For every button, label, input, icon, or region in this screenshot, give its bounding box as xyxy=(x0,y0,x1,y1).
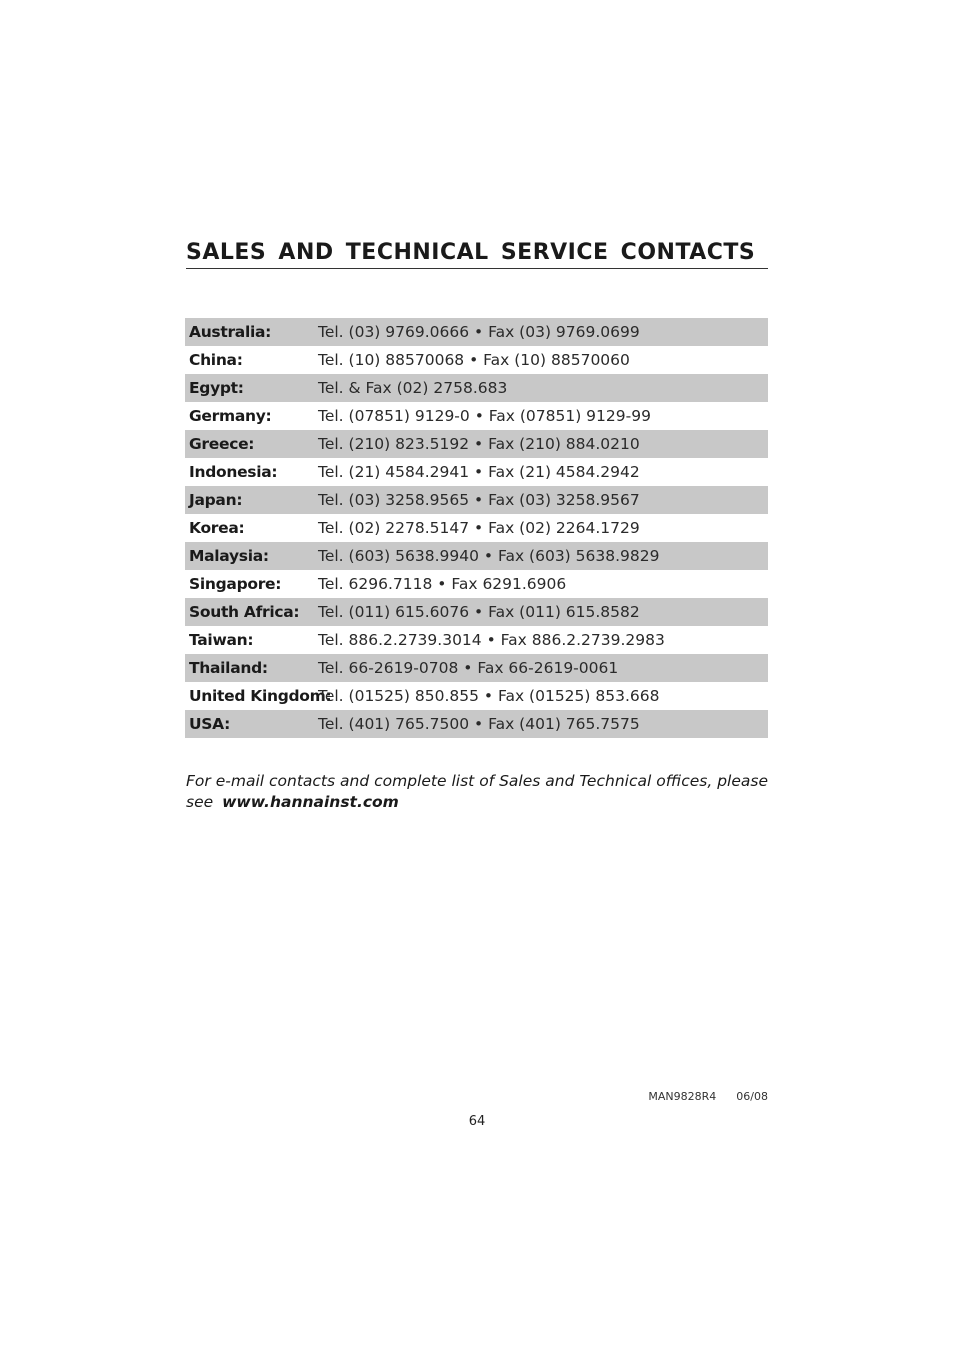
contact-row-malaysia xyxy=(185,542,768,570)
contact-row-singapore xyxy=(185,570,768,598)
contact-numbers: Tel. (03) 3258.9565 • Fax (03) 3258.9567 xyxy=(318,491,640,509)
country-label: South Africa: xyxy=(189,603,300,621)
contact-row-germany xyxy=(185,402,768,430)
contact-numbers: Tel. (603) 5638.9940 • Fax (603) 5638.9829 xyxy=(318,547,660,565)
contact-row-usa xyxy=(185,710,768,738)
website-link[interactable]: www.hannainst.com xyxy=(222,793,399,811)
contact-row-greece xyxy=(185,430,768,458)
contact-numbers: Tel. (210) 823.5192 • Fax (210) 884.0210 xyxy=(318,435,640,453)
contact-row-thailand xyxy=(185,654,768,682)
footnote-text: For e-mail contacts and complete list of Sales and Technical offices, please see xyxy=(186,772,768,811)
country-label: USA: xyxy=(189,715,231,733)
footnote xyxy=(186,771,768,813)
country-label: Thailand: xyxy=(189,659,268,677)
document-code xyxy=(648,1090,768,1103)
country-label: Indonesia: xyxy=(189,463,278,481)
contact-row-korea xyxy=(185,514,768,542)
country-label: Australia: xyxy=(189,323,272,341)
contact-row-indonesia xyxy=(185,458,768,486)
contacts-table xyxy=(185,318,768,738)
contact-numbers: Tel. (03) 9769.0666 • Fax (03) 9769.0699 xyxy=(318,323,640,341)
contact-numbers: Tel. (10) 88570068 • Fax (10) 88570060 xyxy=(318,351,630,369)
page-number: 64 xyxy=(468,1114,486,1129)
contact-numbers: Tel. 66-2619-0708 • Fax 66-2619-0061 xyxy=(318,659,619,677)
country-label: Malaysia: xyxy=(189,547,269,565)
country-label: Japan: xyxy=(189,491,243,509)
contact-numbers: Tel. (07851) 9129-0 • Fax (07851) 9129-99 xyxy=(318,407,651,425)
contact-row-united-kingdom xyxy=(185,682,768,710)
contact-row-china xyxy=(185,346,768,374)
country-label: China: xyxy=(189,351,243,369)
country-label: Germany: xyxy=(189,407,272,425)
contact-row-egypt xyxy=(185,374,768,402)
contact-numbers: Tel. 886.2.2739.3014 • Fax 886.2.2739.2983 xyxy=(318,631,665,649)
contact-numbers: Tel. (02) 2278.5147 • Fax (02) 2264.1729 xyxy=(318,519,640,537)
country-label: United Kingdom: xyxy=(189,687,332,705)
country-label: Singapore: xyxy=(189,575,282,593)
title-divider xyxy=(186,268,768,269)
contact-numbers: Tel. (01525) 850.855 • Fax (01525) 853.668 xyxy=(318,687,660,705)
contact-numbers: Tel. (011) 615.6076 • Fax (011) 615.8582 xyxy=(318,603,640,621)
contact-numbers: Tel. (401) 765.7500 • Fax (401) 765.7575 xyxy=(318,715,640,733)
contact-numbers: Tel. (21) 4584.2941 • Fax (21) 4584.2942 xyxy=(318,463,640,481)
country-label: Greece: xyxy=(189,435,255,453)
page-title: SALES AND TECHNICAL SERVICE CONTACTS xyxy=(186,240,756,265)
contact-row-japan xyxy=(185,486,768,514)
country-label: Korea: xyxy=(189,519,245,537)
contact-row-south-africa xyxy=(185,598,768,626)
country-label: Taiwan: xyxy=(189,631,254,649)
contact-numbers: Tel. 6296.7118 • Fax 6291.6906 xyxy=(318,575,567,593)
contact-row-taiwan xyxy=(185,626,768,654)
doc-code-label: MAN9828R4 xyxy=(648,1090,717,1103)
contact-row-australia xyxy=(185,318,768,346)
doc-date: 06/08 xyxy=(736,1090,768,1103)
contact-numbers: Tel. & Fax (02) 2758.683 xyxy=(318,379,508,397)
country-label: Egypt: xyxy=(189,379,244,397)
